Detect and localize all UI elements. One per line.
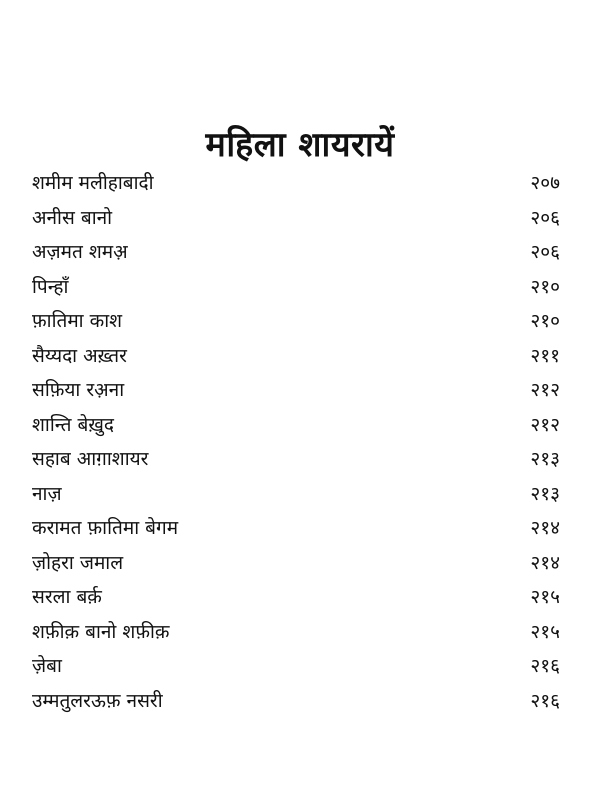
page-number: २१० — [530, 310, 560, 332]
page-number: २१४ — [530, 551, 560, 574]
page-number: २१२ — [530, 379, 560, 401]
page-title: महिला शायरायें — [205, 124, 395, 165]
page-number: २०६ — [530, 241, 560, 263]
page-number: २१३ — [530, 448, 560, 470]
poet-name: अज़मत शमअ़ — [32, 241, 128, 263]
list-item — [32, 166, 560, 201]
list-item — [32, 546, 560, 581]
page-number: २११ — [530, 344, 560, 367]
list-item — [32, 649, 560, 684]
list-item — [32, 408, 560, 443]
poet-name: सैय्यदा अख़्तर — [32, 344, 127, 367]
page-number: २१५ — [530, 586, 560, 608]
poet-name: सहाब आग़ाशायर — [32, 448, 149, 470]
poet-name: सफ़िया रअ़ना — [32, 379, 125, 401]
poet-name: उम्मतुलरऊफ़ नसरी — [32, 689, 163, 712]
list-item — [32, 270, 560, 305]
list-item — [32, 477, 560, 512]
list-item — [32, 339, 560, 374]
poet-name: ज़ोहरा जमाल — [32, 551, 124, 574]
page-number: २०६ — [530, 206, 560, 229]
poet-name: शफ़ीक़ बानो शफ़ीक़ — [32, 620, 170, 643]
page-number: २१६ — [530, 689, 560, 712]
page-number: २१२ — [530, 413, 560, 436]
poet-name: सरला बर्क़ — [32, 586, 102, 608]
page-number: २१६ — [530, 655, 560, 677]
page-number: २०७ — [530, 172, 560, 194]
list-item — [32, 235, 560, 270]
page-number: २१४ — [530, 517, 560, 539]
contents-list — [32, 166, 560, 718]
page-number: २१३ — [530, 482, 560, 505]
list-item — [32, 511, 560, 546]
poet-name: शान्ति बेख़ुद — [32, 413, 114, 436]
list-item — [32, 615, 560, 650]
list-item — [32, 684, 560, 719]
poet-name: ज़ेबा — [32, 655, 62, 677]
list-item — [32, 580, 560, 615]
list-item — [32, 373, 560, 408]
poet-name: अनीस बानो — [32, 206, 113, 229]
poet-name: नाज़ — [32, 482, 62, 505]
poet-name: शमीम मलीहाबादी — [32, 172, 154, 194]
list-item — [32, 304, 560, 339]
poet-name: करामत फ़ातिमा बेगम — [32, 517, 179, 539]
page-number: २१० — [530, 275, 560, 298]
list-item — [32, 201, 560, 236]
poet-name: पिन्हाँ — [32, 275, 69, 298]
page-number: २१५ — [530, 620, 560, 643]
poet-name: फ़ातिमा काश — [32, 310, 123, 332]
list-item — [32, 442, 560, 477]
